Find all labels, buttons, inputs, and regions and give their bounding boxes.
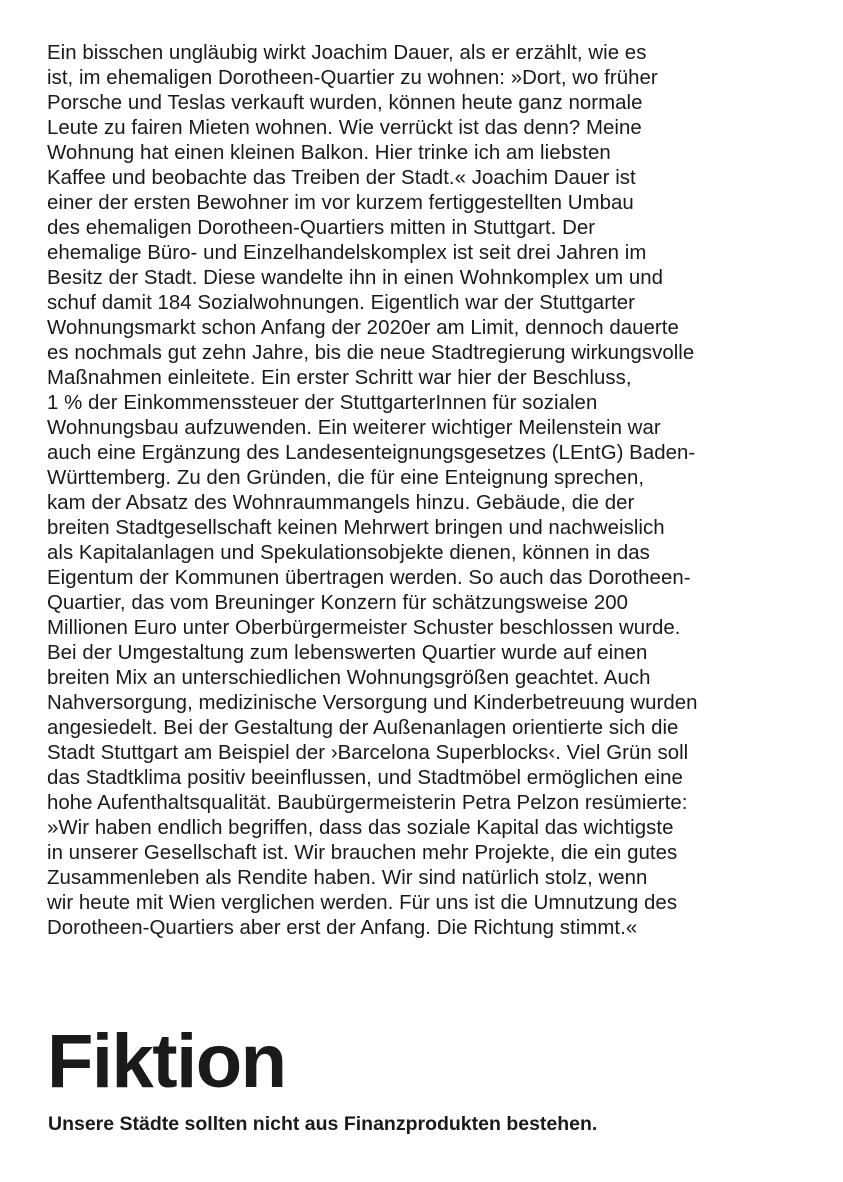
article-line: kam der Absatz des Wohnraummangels hinzu. Gebäude, die der (47, 492, 635, 514)
article-line: das Stadtklima positiv beeinflussen, und Stadtmöbel ermöglichen eine (47, 767, 683, 789)
article-line: Kaffee und beobachte das Treiben der Stadt.« Joachim Dauer ist (47, 167, 636, 189)
article-line: Württemberg. Zu den Gründen, die für eine Enteignung sprechen, (47, 467, 645, 489)
article-line: Quartier, das vom Breuninger Konzern für schätzungsweise 200 (47, 592, 629, 614)
article-line: breiten Mix an unterschiedlichen Wohnungsgrößen geachtet. Auch (47, 667, 651, 689)
article-line: Ein bisschen ungläubig wirkt Joachim Dauer, als er erzählt, wie es (47, 42, 647, 64)
article-line: 1 % der Einkommenssteuer der StuttgarterInnen für sozialen (47, 392, 598, 414)
article-line: Nahversorgung, medizinische Versorgung und Kinderbetreuung wurden (47, 692, 698, 714)
article-line: breiten Stadtgesellschaft keinen Mehrwert bringen und nachweislich (47, 517, 665, 539)
article-line: ehemalige Büro- und Einzelhandelskomplex ist seit drei Jahren im (47, 242, 647, 264)
article-line: hohe Aufenthaltsqualität. Baubürgermeisterin Petra Pelzon resümierte: (47, 792, 688, 814)
article-line: Wohnung hat einen kleinen Balkon. Hier trinke ich am liebsten (47, 142, 611, 164)
article-line: Leute zu fairen Mieten wohnen. Wie verrückt ist das denn? Meine (47, 117, 642, 139)
article-line: »Wir haben endlich begriffen, dass das soziale Kapital das wichtigste (47, 817, 674, 839)
article-line: Stadt Stuttgart am Beispiel der ›Barcelona Superblocks‹. Viel Grün soll (47, 742, 689, 764)
article-line: als Kapitalanlagen und Spekulationsobjekte dienen, können in das (47, 542, 650, 564)
article-line: in unserer Gesellschaft ist. Wir brauchen mehr Projekte, die ein gutes (47, 842, 678, 864)
article-line: schuf damit 184 Sozialwohnungen. Eigentlich war der Stuttgarter (47, 292, 636, 314)
article-line: Wohnungsmarkt schon Anfang der 2020er am Limit, dennoch dauerte (47, 317, 679, 339)
article-line: Besitz der Stadt. Diese wandelte ihn in einen Wohnkomplex um und (47, 267, 664, 289)
article-line: Eigentum der Kommunen übertragen werden. So auch das Dorotheen- (47, 567, 691, 589)
article-line: Maßnahmen einleitete. Ein erster Schritt war hier der Beschluss, (47, 367, 632, 389)
article-line: Millionen Euro unter Oberbürgermeister Schuster beschlossen wurde. (47, 617, 681, 639)
article-line: Bei der Umgestaltung zum lebenswerten Quartier wurde auf einen (47, 642, 648, 664)
article-line: angesiedelt. Bei der Gestaltung der Außenanlagen orientierte sich die (47, 717, 679, 739)
subtitle: Unsere Städte sollten nicht aus Finanzprodukten bestehen. (48, 1113, 598, 1135)
article-line: einer der ersten Bewohner im vor kurzem fertiggestellten Umbau (47, 192, 634, 214)
article-line: Wohnungsbau aufzuwenden. Ein weiterer wichtiger Meilenstein war (47, 417, 661, 439)
article-line: Zusammenleben als Rendite haben. Wir sind natürlich stolz, wenn (47, 867, 648, 889)
article-line: Porsche und Teslas verkauft wurden, können heute ganz normale (47, 92, 643, 114)
article-body (47, 41, 807, 941)
page-title: Fiktion (47, 1019, 286, 1104)
article-line: es nochmals gut zehn Jahre, bis die neue Stadtregierung wirkungsvolle (47, 342, 695, 364)
article-line: wir heute mit Wien verglichen werden. Für uns ist die Umnutzung des (47, 892, 678, 914)
article-line: auch eine Ergänzung des Landesenteignungsgesetzes (LEntG) Baden- (47, 442, 696, 464)
article-line: Dorotheen-Quartiers aber erst der Anfang. Die Richtung stimmt.« (47, 917, 638, 939)
article-line: ist, im ehemaligen Dorotheen-Quartier zu wohnen: »Dort, wo früher (47, 67, 658, 89)
article-line: des ehemaligen Dorotheen-Quartiers mitten in Stuttgart. Der (47, 217, 596, 239)
